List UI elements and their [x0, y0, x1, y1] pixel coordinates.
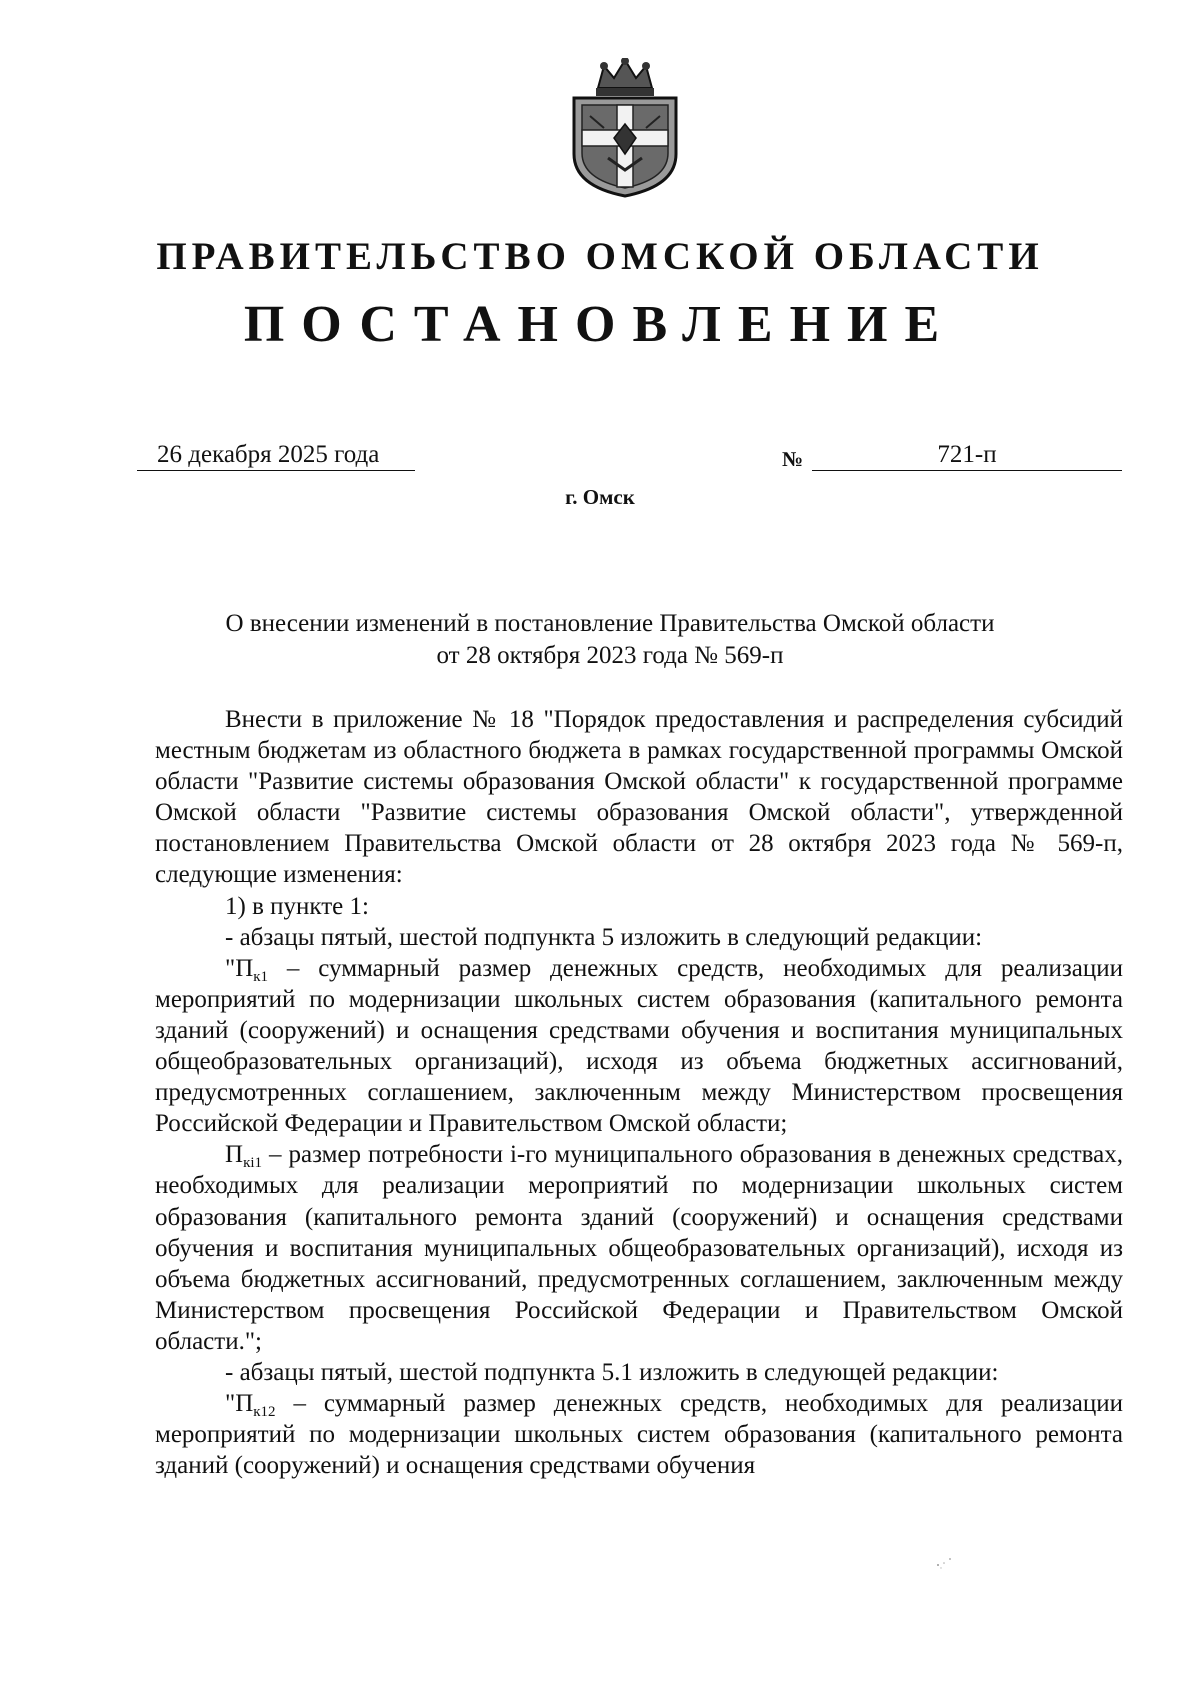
- document-date: 26 декабря 2025 года: [137, 440, 415, 471]
- city: г. Омск: [565, 485, 635, 509]
- definition-subscript: к12: [253, 1404, 276, 1421]
- definition-text: – суммарный размер денежных средств, необходимых для реализации мероприятий по модернизации школьных систем образования (капитального ремонта зданий (сооружений) и оснащения средствами обучения и воспитания муниципальных общеобразовательных организаций), исходя из объема бюджетных ассигнований, предусмотренных соглашением, заключенным между Министерством просвещения Российской Федерации и Правительством Омской области;: [155, 954, 1123, 1138]
- subject-line-1: О внесении изменений в постановление Правительства Омской области: [225, 610, 995, 637]
- coat-of-arms-icon: [560, 58, 690, 198]
- definition-p-ki1: [155, 1139, 1123, 1357]
- subject-line-2: от 28 октября 2023 года № 569-п: [436, 642, 784, 669]
- definition-subscript: к1: [253, 968, 269, 985]
- definition-symbol: "П: [225, 954, 254, 982]
- definition-p-k1: [155, 953, 1123, 1140]
- definition-subscript: кi1: [243, 1155, 263, 1172]
- change-1-paragraph: - абзацы пятый, шестой подпункта 5 изложить в следующий редакции:: [225, 923, 983, 951]
- definition-text: – суммарный размер денежных средств, необходимых для реализации мероприятий по модернизации школьных систем образования (капитального ремонта зданий (сооружений) и оснащения средствами обучения: [155, 1390, 1123, 1480]
- change-2-paragraph: - абзацы пятый, шестой подпункта 5.1 изложить в следующей редакции:: [225, 1358, 999, 1386]
- number-label: №: [782, 447, 804, 471]
- definition-text: – размер потребности i-го муниципального образования в денежных средствах, необходимых для реализации мероприятий по модернизации школьных систем образования (капитального ремонта зданий (сооружений) и оснащения средствами обучения и воспитания муниципальных общеобразовательных организаций), исходя из объема бюджетных ассигнований, предусмотренных соглашением, заключенным между Министерством просвещения Российской Федерации и Правительством Омской области.";: [155, 1141, 1123, 1355]
- document-number: 721-п: [812, 440, 1122, 471]
- item-1-paragraph: 1) в пункте 1:: [225, 892, 369, 920]
- definition-p-k12: [155, 1388, 1123, 1481]
- intro-paragraph: Внести в приложение № 18 "Порядок предоставления и распределения субсидий местным бюджетам из областного бюджета в рамках государственной программы Омской области "Развитие системы образования Омской области" к государственной программе Омской области "Развитие системы образования Омской области", утвержденной постановлением Правительства Омской области от 28 октября 2023 года № 569-п, следующие изменения:: [155, 706, 1123, 889]
- document-subject: [150, 608, 1070, 672]
- document-body: [155, 704, 1123, 1481]
- document-type-title: ПОСТАНОВЛЕНИЕ: [243, 296, 957, 353]
- government-title: ПРАВИТЕЛЬСТВО ОМСКОЙ ОБЛАСТИ: [156, 235, 1044, 278]
- definition-symbol: П: [225, 1141, 244, 1169]
- scan-speck-icon: [930, 1553, 960, 1573]
- definition-symbol: "П: [225, 1390, 254, 1418]
